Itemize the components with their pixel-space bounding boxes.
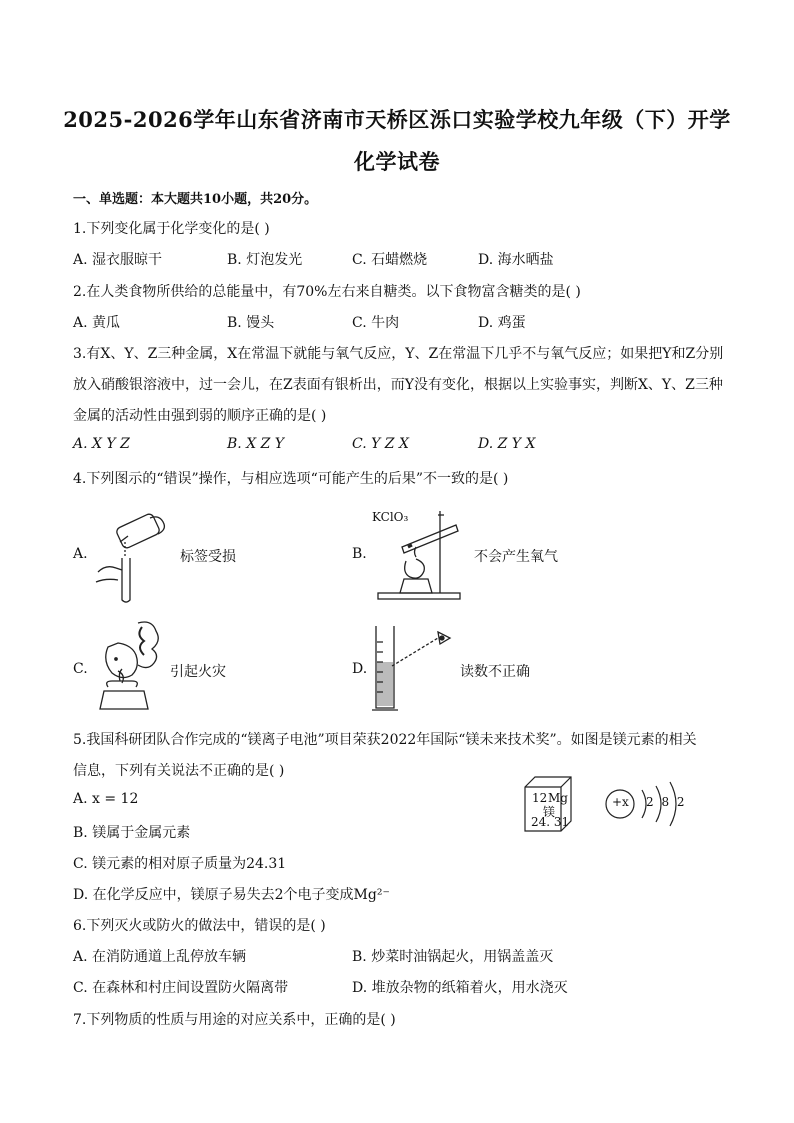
q6-option-b: B. 炒菜时油锅起火，用锅盖盖灭 [352, 949, 554, 965]
q4-caption-a: 标签受损 [180, 549, 236, 565]
q2-option-a: A. 黄瓜 [73, 315, 121, 331]
q4-caption-d: 读数不正确 [460, 664, 530, 680]
element-symbol: Mg [548, 791, 568, 805]
q1-option-b: B. 灯泡发光 [227, 252, 303, 268]
q4-option-c: C. [73, 661, 88, 677]
q3-option-a: A. X Y Z [73, 436, 130, 452]
q4-option-b: B. [352, 546, 367, 562]
q4-option-a: A. [73, 546, 88, 562]
q6-option-c: C. 在森林和村庄间设置防火隔离带 [73, 980, 289, 996]
question-3-stem-line-2: 放入硝酸银溶液中，过一会儿，在Z表面有银析出，而Y没有变化，根据以上实验事实，判断X、Y、Z三种 [73, 377, 723, 393]
q4-option-d: D. [352, 661, 368, 677]
blowing-lamp-figure [90, 617, 166, 715]
q3-option-b: B. X Z Y [227, 436, 285, 452]
question-3-stem-line-3: 金属的活动性由强到弱的顺序正确的是( ) [73, 408, 327, 424]
heating-apparatus-figure [372, 505, 472, 603]
page-title: 2025-2026学年山东省济南市天桥区泺口实验学校九年级（下）开学 [63, 107, 731, 132]
q5-option-b: B. 镁属于金属元素 [73, 825, 191, 841]
question-7-stem: 7.下列物质的性质与用途的对应关系中，正确的是( ) [73, 1012, 396, 1028]
kclo3-label: KClO₃ [372, 510, 409, 524]
q2-option-c: C. 牛肉 [352, 315, 400, 331]
question-5-stem-line-1: 5.我国科研团队合作完成的“镁离子电池”项目荣获2022年国际“镁未来技术奖”。如图是镁元素的相关 [73, 732, 697, 748]
q1-option-d: D. 海水晒盐 [478, 252, 554, 268]
question-3-stem-line-1: 3.有X、Y、Z三种金属，X在常温下就能与氧气反应，Y、Z在常温下几乎不与氧气反应；如果把Y和Z分别 [73, 346, 724, 362]
pouring-liquid-figure [92, 512, 178, 604]
q6-option-d: D. 堆放杂物的纸箱着火，用水浇灭 [352, 980, 568, 996]
element-mass: 24. 31 [531, 815, 570, 829]
q5-option-d: D. 在化学反应中，镁原子易失去2个电子变成Mg²⁻ [73, 887, 390, 903]
atom-electron-shells: 2 8 2 [646, 795, 687, 809]
q3-option-d: D. Z Y X [478, 436, 536, 452]
element-name: 镁 [543, 805, 556, 819]
q1-option-c: C. 石蜡燃烧 [352, 252, 428, 268]
q5-option-c: C. 镁元素的相对原子质量为24.31 [73, 856, 287, 872]
q3-option-c: C. Y Z X [352, 436, 409, 452]
element-number: 12 [532, 791, 548, 805]
q2-option-d: D. 鸡蛋 [478, 315, 526, 331]
section-heading: 一、单选题：本大题共10小题，共20分。 [73, 192, 318, 207]
question-2-stem: 2.在人类食物所供给的总能量中，有70%左右来自糖类。以下食物富含糖类的是( ) [73, 284, 581, 300]
atom-nucleus-charge: +x [612, 795, 629, 809]
question-6-stem: 6.下列灭火或防火的做法中，错误的是( ) [73, 918, 326, 934]
q1-option-a: A. 湿衣服晾干 [73, 252, 163, 268]
q5-option-a: A. x = 12 [73, 791, 139, 807]
q4-caption-b: 不会产生氧气 [474, 549, 558, 565]
question-1-stem: 1.下列变化属于化学变化的是( ) [73, 221, 270, 237]
question-5-stem-line-2: 信息，下列有关说法不正确的是( ) [73, 763, 285, 779]
q6-option-a: A. 在消防通道上乱停放车辆 [73, 949, 247, 965]
question-4-stem: 4.下列图示的“错误”操作，与相应选项“可能产生的后果”不一致的是( ) [73, 471, 509, 487]
page-subtitle: 化学试卷 [354, 149, 440, 174]
q4-caption-c: 引起火灾 [170, 664, 226, 680]
q2-option-b: B. 馒头 [227, 315, 275, 331]
measuring-cylinder-figure [368, 622, 464, 716]
